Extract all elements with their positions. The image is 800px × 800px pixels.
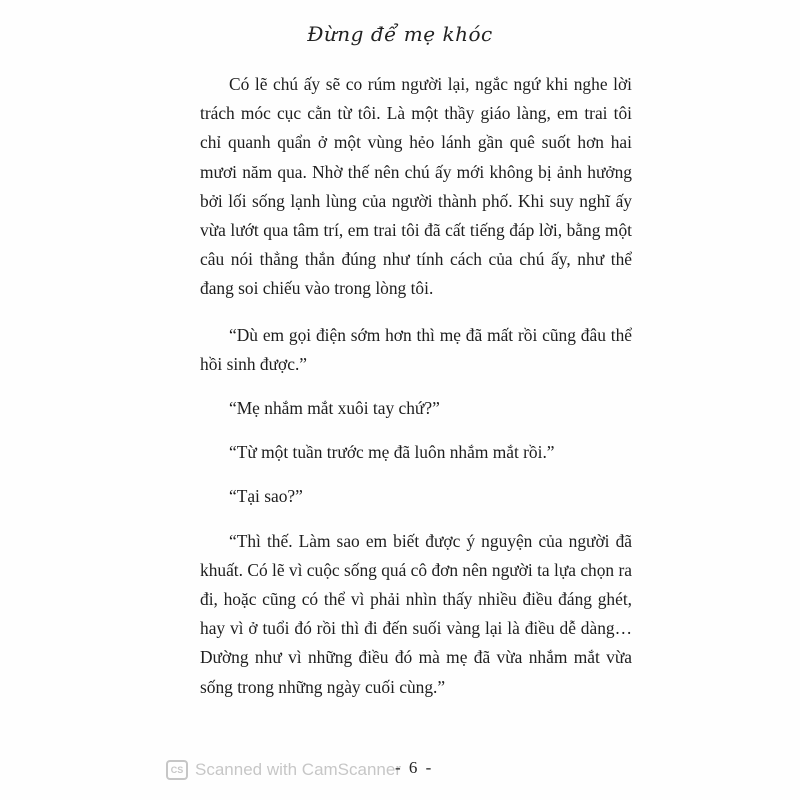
paragraph-dialogue: “Thì thế. Làm sao em biết được ý nguyện của người đã khuất. Có lẽ vì cuộc sống quá cô đơn nên người ta lựa chọn ra đi, hoặc cũng có thể vì phải nhìn thấy nhiều điều đáng ghét, hay vì ở tuổi đó rồi thì đi đến suối vàng lại là điều dễ dàng… Dường như vì những điều đó mà mẹ đã vừa nhắm mắt vừa sống trong những ngày cuối cùng.” (200, 530, 632, 697)
running-header-title: Đừng để mẹ khóc (307, 22, 493, 46)
watermark-text: Scanned with CamScanner (195, 760, 402, 779)
page-number: - 6 - (395, 758, 434, 777)
paragraph-narration: Có lẽ chú ấy sẽ co rúm người lại, ngắc ngứ khi nghe lời trách móc cục cằn từ tôi. Là một thầy giáo làng, em trai tôi chỉ quanh quẩn ở một vùng hẻo lánh gần quê suốt hơn hai mươi năm qua. Nhờ thế nên chú ấy mới không bị ảnh hưởng bởi lối sống lạnh lùng của người thành phố. Khi suy nghĩ ấy vừa lướt qua tâm trí, em trai tôi đã cất tiếng đáp lời, bằng một câu nói thẳng thắn đúng như tính cách của chú ấy, như thể đang soi chiếu vào trong lòng tôi. (200, 74, 632, 299)
paragraph-dialogue: “Từ một tuần trước mẹ đã luôn nhắm mắt rồi.” (229, 442, 555, 463)
paragraph-dialogue: “Dù em gọi điện sớm hơn thì mẹ đã mất rồi cũng đâu thể hồi sinh được.” (200, 324, 632, 374)
paragraph-dialogue: “Tại sao?” (229, 486, 303, 507)
camscanner-logo-icon: CS (166, 760, 188, 780)
page-body (200, 70, 632, 702)
camscanner-watermark (166, 760, 401, 780)
paragraph-dialogue: “Mẹ nhắm mắt xuôi tay chứ?” (229, 398, 440, 419)
